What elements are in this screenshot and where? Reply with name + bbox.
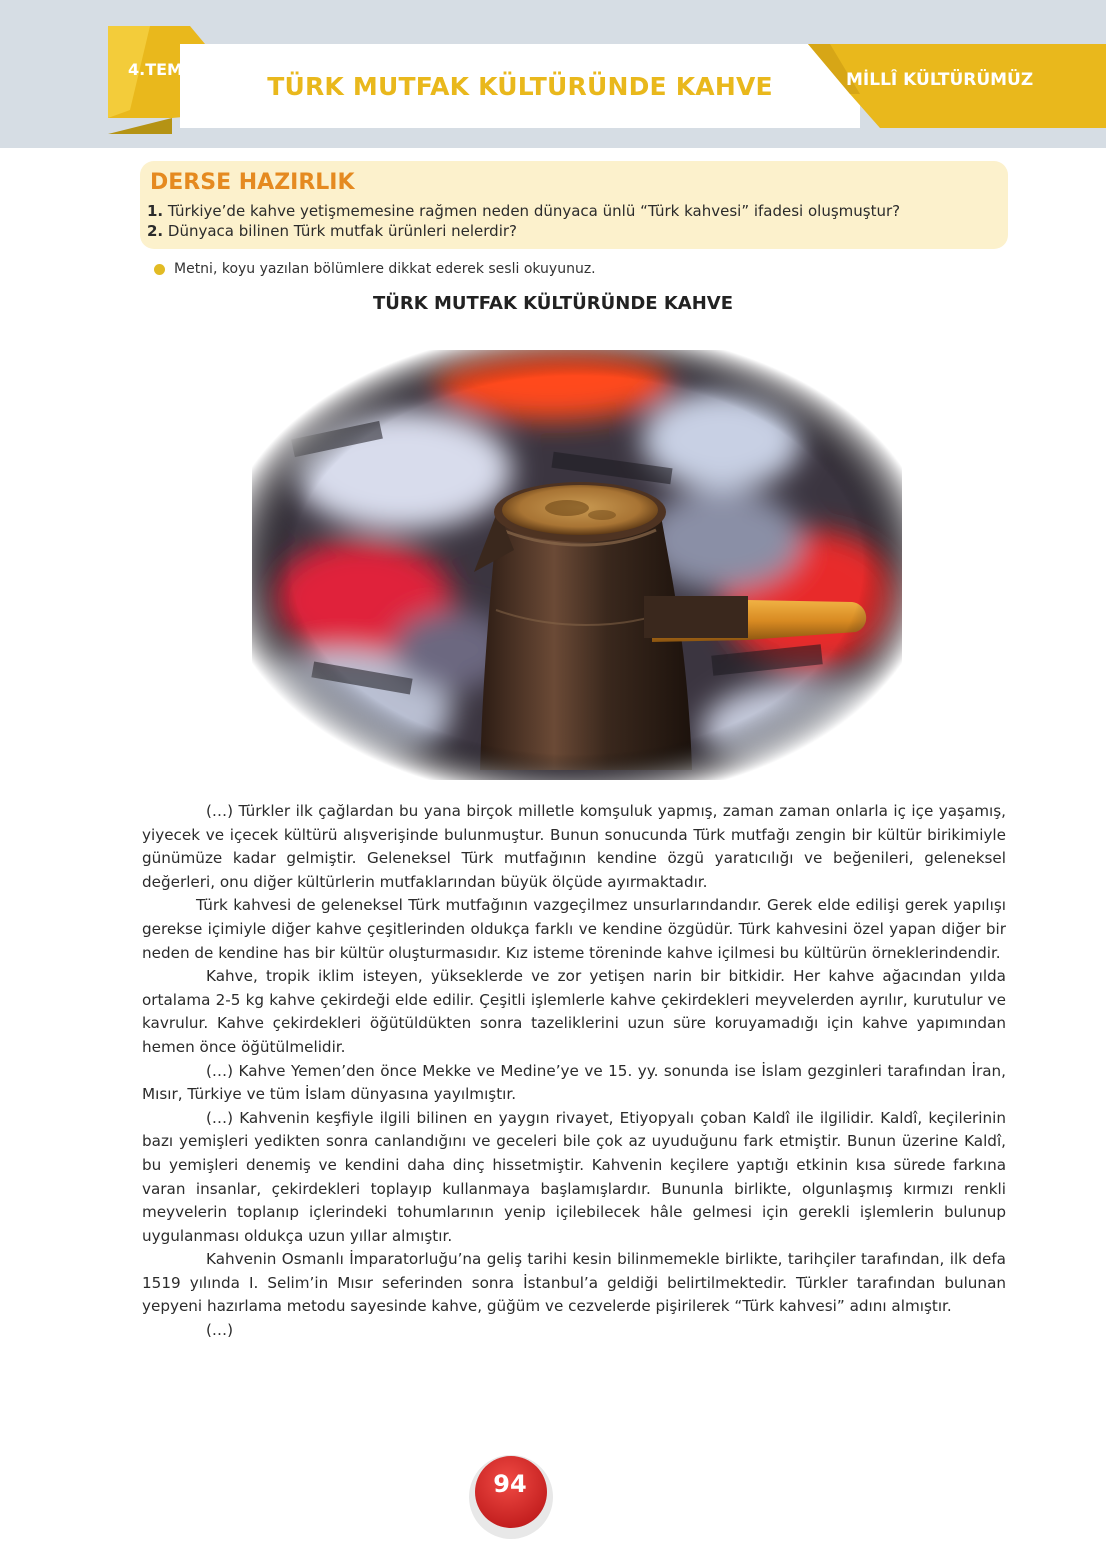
paragraph: (…) Kahve Yemen’den önce Mekke ve Medine’ye ve 15. yy. sonunda ise İslam gezginleri tarafından İran, Mısır, Türkiye ve tüm İslam dünyasına yayılmıştır.	[142, 1061, 1006, 1104]
theme-label: 4.TEMA	[128, 60, 196, 79]
reading-instruction	[154, 261, 596, 277]
question-number: 2.	[147, 222, 164, 240]
paragraph: (…) Kahvenin keşfiyle ilgili bilinen en yaygın rivayet, Etiyopyalı çoban Kaldî ile ilgilidir. Kaldî, keçilerinin bazı yemişleri yedikten sonra canlandığını ve geceleri bile çok az uyuduğunu fark etmiştir. Bunun üzerine Kaldî, bu yemişleri denemiş ve kendini daha dinç hissetmiştir. Kahvenin keçilere yaptığı etkinin kısa sürede farkına varan insanlar, çekirdekleri toplayıp kullanmaya başlamışlardır. Bununla birlikte, olgunlaşmış kırmızı renkli meyvelerin toplanıp içlerindeki tohumlarının yenip içilebilecek hâle gelmesi için gerekli işlemlerin bulunup uygulanması oldukça uzun yıllar almıştır.	[142, 1108, 1006, 1245]
question-text: Dünyaca bilinen Türk mutfak ürünleri nelerdir?	[167, 222, 517, 240]
paragraph: (…) Türkler ilk çağlardan bu yana birçok milletle komşuluk yapmış, zaman zaman onlarla iç içe yaşamış, yiyecek ve içecek kültürü alışverişinde bulunmuştur. Bunun sonucunda Türk mutfağı zengin bir kültür birikimiyle günümüze kadar gelmiştir. Geleneksel Türk mutfağının kendine özgü yaratıcılığı ve beğenileri, geleneksel değerleri, onu diğer kültürlerin mutfaklarından büyük ölçüde ayırmaktadır.	[142, 802, 1006, 891]
question-text: Türkiye’de kahve yetişmemesine rağmen neden dünyaca ünlü “Türk kahvesi” ifadesi oluşmuştur?	[167, 202, 901, 220]
article-title: TÜRK MUTFAK KÜLTÜRÜNDE KAHVE	[373, 293, 733, 314]
question-number: 1.	[147, 202, 164, 220]
instruction-text: Metni, koyu yazılan bölümlere dikkat ederek sesli okuyunuz.	[174, 261, 596, 277]
prep-question-2	[147, 222, 517, 240]
paragraph: Kahvenin Osmanlı İmparatorluğu’na geliş tarihi kesin bilinmemekle birlikte, tarihçiler tarafından, ilk defa 1519 yılında I. Selim’in Mısır seferinden sonra İstanbul’a geldiği belirtilmektedir. Türkler tarafından bulunan yepyeni hazırlama metodu sayesinde kahve, güğüm ve cezvelerde pişirilerek “Türk kahvesi” adını almıştır.	[142, 1250, 1006, 1316]
bullet-icon	[154, 264, 165, 275]
prep-question-1	[147, 202, 900, 220]
section-label: MİLLÎ KÜLTÜRÜMÜZ	[846, 70, 1034, 90]
article-body	[142, 800, 1006, 1343]
page-title: TÜRK MUTFAK KÜLTÜRÜNDE KAHVE	[267, 71, 773, 101]
paragraph: Türk kahvesi de geleneksel Türk mutfağının vazgeçilmez unsurlarındandır. Gerek elde edilişi gerek yapılışı gerekse içimiyle diğer kahve çeşitlerinden oldukça farklı ve kendine özgüdür. Türk kahvesini özel yapan diğer bir neden de kendine has bir kültür oluşturmasıdır. Kız isteme töreninde kahve içilmesi bu kültürün örneklerindendir.	[142, 896, 1006, 962]
coffee-pot-photo	[252, 350, 902, 780]
prep-title: DERSE HAZIRLIK	[150, 170, 355, 195]
paragraph: (…)	[206, 1321, 234, 1340]
page-number: 94	[493, 1470, 527, 1498]
paragraph: Kahve, tropik iklim isteyen, yükseklerde ve zor yetişen narin bir bitkidir. Her kahve ağacından yılda ortalama 2-5 kg kahve çekirdeği elde edilir. Çeşitli işlemlerle kahve çekirdekleri meyvelerden ayrılır, kurutulur ve kavrulur. Kahve çekirdekleri öğütüldükten sonra tazeliklerini uzun süre koruyamadığı için kahve yapımından hemen önce öğütülmelidir.	[142, 967, 1006, 1056]
